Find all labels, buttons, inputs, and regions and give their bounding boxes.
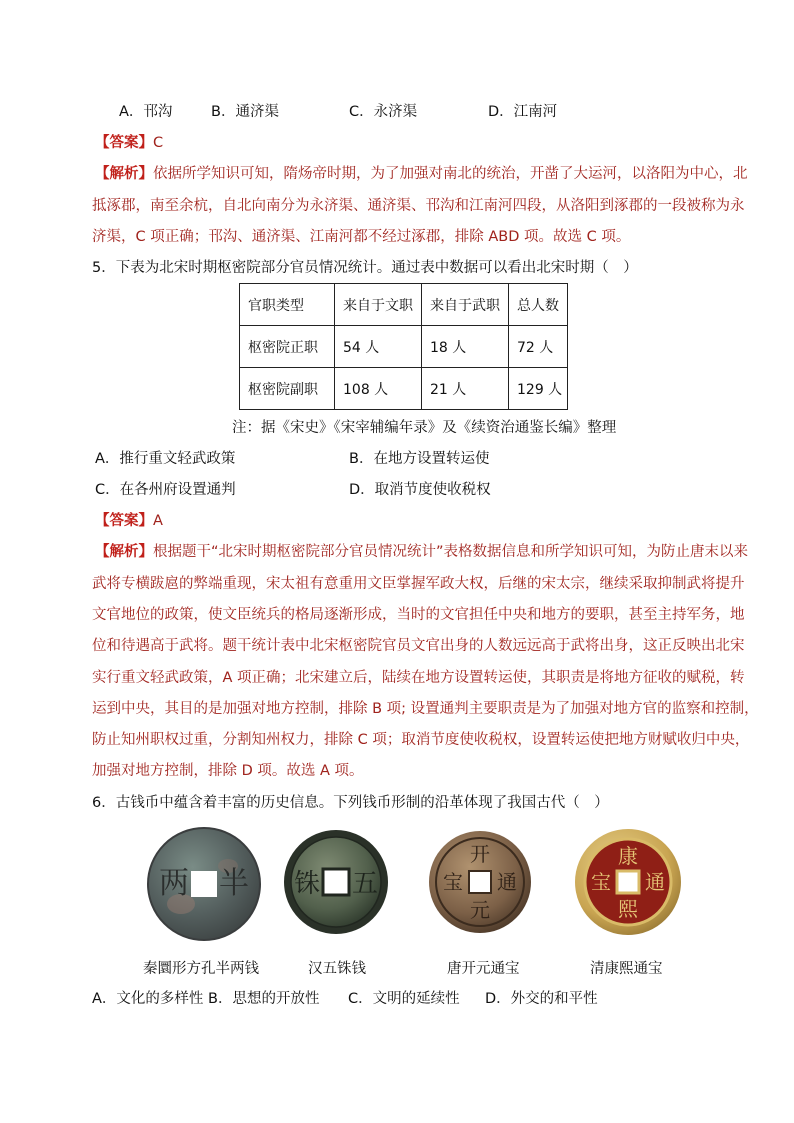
q5-analysis-line-1: 【解析】根据题干“北宋时期枢密院部分官员情况统计”表格数据信息和所学知识可知，为防止唐末以来 — [95, 544, 749, 560]
coin-glyph: 宝 — [443, 870, 463, 894]
coin-label-qin: 秦圜形方孔半两钱 — [143, 961, 259, 977]
coin-glyph: 通 — [497, 870, 517, 894]
coin-glyph: 通 — [645, 870, 665, 894]
table-header-cell: 总人数 — [509, 284, 568, 326]
q5-option-c: C．在各州府设置通判 — [95, 482, 236, 498]
table-row — [240, 368, 568, 410]
table-cell: 18 人 — [422, 326, 509, 368]
q5-answer-value: A — [153, 513, 163, 529]
q5-analysis-line-6: 运到中央，其目的是加强对地方控制，排除 B 项; 设置通判主要职责是为了加强对地方官的监察和控制， — [92, 701, 759, 717]
q4-answer-tag: 【答案】 — [95, 135, 153, 151]
q5-option-d: D．取消节度使收税权 — [349, 482, 491, 498]
coin-glyph: 两 — [159, 866, 189, 901]
q5-option-a: A．推行重文轻武政策 — [95, 451, 236, 467]
q4-analysis-line-1: 【解析】依据所学知识可知，隋炀帝时期，为了加强对南北的统治，开凿了大运河，以洛阳为中心，北 — [95, 166, 748, 182]
q4-option-a: A．邗沟 — [119, 104, 173, 120]
q4-analysis-line-2: 抵涿郡，南至余杭，自北向南分为永济渠、通济渠、邗沟和江南河四段，从洛阳到涿郡的一段被称为永 — [92, 198, 745, 214]
han-wuzhu-coin-image — [282, 828, 390, 936]
q6-option-b: B．思想的开放性 — [208, 991, 320, 1007]
table-header-cell: 来自于文职 — [335, 284, 422, 326]
coin-label-qing: 清康熙通宝 — [590, 961, 663, 977]
q4-answer — [95, 133, 163, 153]
q5-answer-tag: 【答案】 — [95, 513, 153, 529]
table-header-row — [240, 284, 568, 326]
table-cell: 21 人 — [422, 368, 509, 410]
table-cell: 108 人 — [335, 368, 422, 410]
q4-analysis-line-3: 济渠，C 项正确；邗沟、通济渠、江南河都不经过涿郡，排除 ABD 项。故选 C 项。 — [92, 229, 631, 245]
q5-answer — [95, 511, 163, 531]
coin-glyph: 开 — [470, 842, 490, 866]
qin-banliang-coin-image — [146, 826, 262, 942]
coin-glyph: 宝 — [591, 870, 611, 894]
q5-analysis-line-7: 防止知州职权过重，分割知州权力，排除 C 项；取消节度使收税权，设置转运使把地方财赋收归中央， — [92, 732, 750, 748]
q5-option-b: B．在地方设置转运使 — [349, 451, 490, 467]
coin-label-tang: 唐开元通宝 — [447, 961, 520, 977]
table-cell: 54 人 — [335, 326, 422, 368]
q6-option-d: D．外交的和平性 — [485, 991, 598, 1007]
q4-answer-value: C — [153, 135, 164, 151]
q5-analysis-line-3: 文官地位的政策，使文臣统兵的格局逐渐形成，当时的文官担任中央和地方的要职，甚至主持军务，地 — [92, 607, 745, 623]
q4-option-b: B．通济渠 — [211, 104, 279, 120]
q4-option-d: D．江南河 — [488, 104, 558, 120]
q4-option-c: C．永济渠 — [349, 104, 418, 120]
coin-glyph: 康 — [618, 844, 638, 868]
q6-option-a: A．文化的多样性 — [92, 991, 204, 1007]
tang-kaiyuan-coin-image — [427, 829, 533, 935]
table-cell: 枢密院副职 — [240, 368, 335, 410]
coin-glyph: 五 — [351, 869, 379, 899]
coin-label-han: 汉五铢钱 — [308, 961, 366, 977]
table-row — [240, 326, 568, 368]
q6-option-c: C．文明的延续性 — [348, 991, 460, 1007]
coin-glyph: 元 — [470, 898, 490, 922]
table-header-cell: 来自于武职 — [422, 284, 509, 326]
q5-stats-table — [239, 283, 568, 410]
q5-stem: 5．下表为北宋时期枢密院部分官员情况统计。通过表中数据可以看出北宋时期（ ） — [92, 260, 638, 276]
table-header-cell: 官职类型 — [240, 284, 335, 326]
table-cell: 枢密院正职 — [240, 326, 335, 368]
table-cell: 129 人 — [509, 368, 568, 410]
coin-glyph: 半 — [219, 866, 249, 901]
q5-analysis-line-4: 位和待遇高于武将。题干统计表中北宋枢密院官员文官出身的人数远远高于武将出身，这正反映出北宋 — [92, 638, 745, 654]
q5-analysis-line-8: 加强对地方控制，排除 D 项。故选 A 项。 — [92, 763, 364, 779]
q5-analysis-line-2: 武将专横跋扈的弊端重现，宋太祖有意重用文臣掌握军政大权，后继的宋太宗，继续采取抑制武将提升 — [92, 576, 745, 592]
coin-glyph: 铢 — [293, 869, 321, 899]
q4-analysis-tag: 【解析】 — [95, 166, 153, 182]
q5-analysis-tag: 【解析】 — [95, 544, 153, 560]
q6-stem: 6．古钱币中蕴含着丰富的历史信息。下列钱币形制的沿革体现了我国古代（ ） — [92, 795, 609, 811]
q5-analysis-line-5: 实行重文轻武政策，A 项正确；北宋建立后，陆续在地方设置转运使，其职责是将地方征收的赋税，转 — [92, 670, 745, 686]
table-cell: 72 人 — [509, 326, 568, 368]
coin-glyph: 熙 — [618, 897, 638, 921]
qing-kangxi-coin-image — [573, 827, 683, 937]
q5-table-note: 注：据《宋史》《宋宰辅编年录》及《续资治通鉴长编》整理 — [232, 420, 617, 436]
